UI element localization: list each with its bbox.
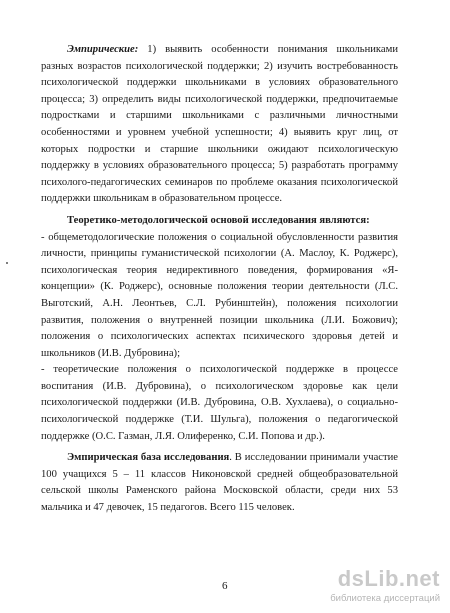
empirical-base-paragraph xyxy=(41,450,398,516)
empirical-tasks-text: 1) выявить особенности понимания школьниками разных возрастов психологической поддержки; 2) изучить востребованность психологической поддержки школьниками в условиях образовательного процесса; 3) определить виды психологической поддержки, предпочитаемые подростками и старшими школьниками с различными личностными особенностями и уровнем учебной успешности; 4) выявить круг лиц, от которых подростки и старшие школьники ожидают психологическую поддержку в условиях образовательного процесса; 5) разработать программу психолого-педагогических семинаров по проблеме оказания психологической поддержки школьникам в образовательном процессе. xyxy=(41,44,398,205)
empirical-tasks-label: Эмпирические: xyxy=(67,44,139,55)
margin-mark xyxy=(6,262,8,264)
methodology-heading: Теоретико-методологической основой исследования являются: xyxy=(67,214,370,226)
methodology-item-general: - общеметодологические положения о социальной обусловленности развития личности, принципы гуманистической психологии (А. Маслоу, К. Роджерс), психологическая теория недирективного поведения, формирования «Я-концепции» (К. Роджерс), основные положения теории деятельности (Л.С. Выготский, А.Н. Леонтьев, С.Л. Рубинштейн), положения психологии развития, положения о внутренней позиции школьника (Л.И. Божович); положения о психологических аспектах психического здоровья детей и школьников (И.В. Дубровина); xyxy=(41,231,398,359)
document-body xyxy=(41,42,398,517)
watermark-logo: dsLib.net xyxy=(337,566,440,591)
watermark-subtitle: библиотека диссертаций xyxy=(330,593,440,604)
watermark xyxy=(322,566,442,608)
empirical-tasks-paragraph xyxy=(41,42,398,208)
empirical-base-label: Эмпирическая база исследования xyxy=(67,452,230,464)
empirical-base-text: . В исследовании принимали участие 100 учащихся 5 – 11 классов Никоновской средней общеобразовательной сельской школы Раменского района Московской области, среди них 53 мальчика и 47 девочек, 15 педагогов. Всего 115 человек. xyxy=(41,452,398,514)
methodology-item-theoretical: - теоретические положения о психологической поддержке в процессе воспитания (И.В. Дубровина), о психологическом здоровье как цели психологической поддержки (И.В. Дубровина, О.В. Хухлаева), о социально-психологической поддержке (Т.И. Шульга), положения о педагогической поддержке (О.С. Газман, Л.Я. Олиференко, С.И. Попова и др.). xyxy=(41,364,398,442)
page-number: 6 xyxy=(222,580,228,592)
